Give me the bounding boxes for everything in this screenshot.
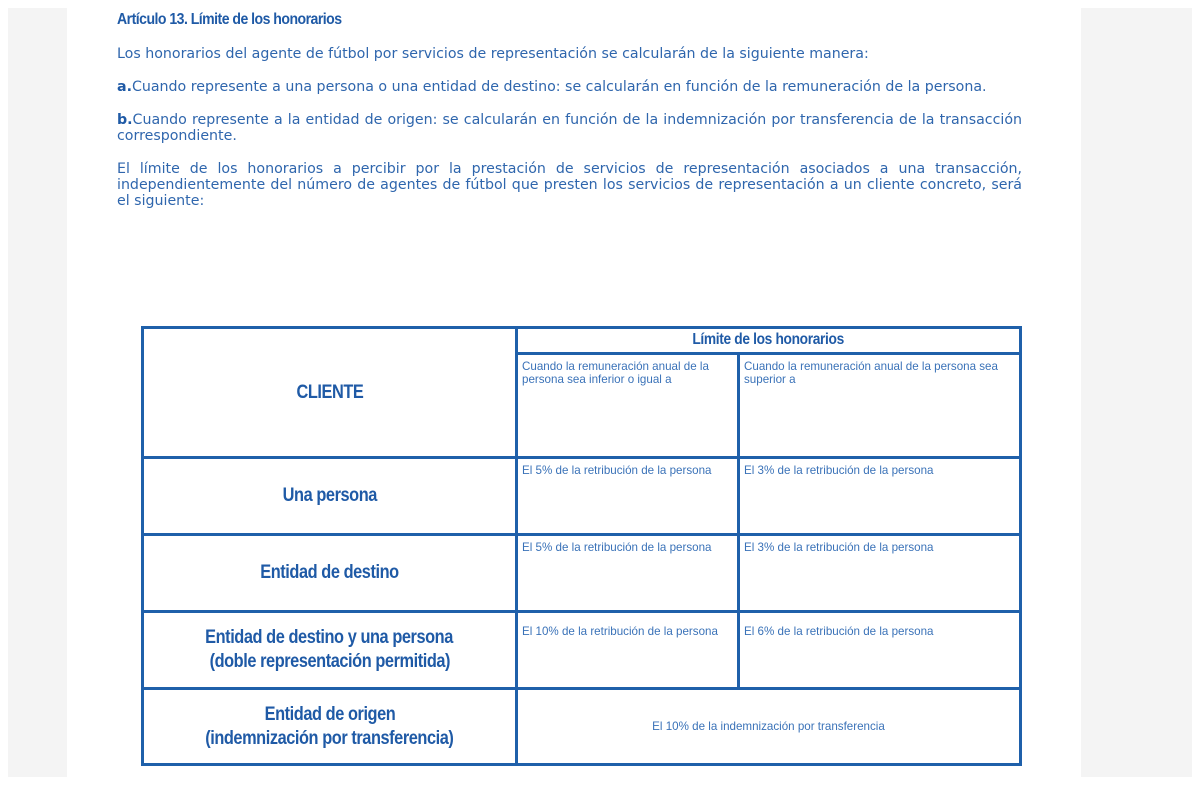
table-row	[143, 612, 1021, 689]
left-margin-panel	[8, 8, 67, 777]
table-row	[143, 689, 1021, 765]
intro-paragraph: Los honorarios del agente de fútbol por servicios de representación se calcularán de la siguiente manera:	[117, 46, 869, 62]
fee-low-cell: El 5% de la retribución de la persona	[517, 458, 739, 535]
item-a-text: Cuando represente a una persona o una entidad de destino: se calcularán en función de la remuneración de la persona.	[131, 79, 987, 95]
client-cell: Una persona	[143, 458, 517, 535]
client-cell: Entidad de destino	[143, 535, 517, 612]
table-row	[143, 458, 1021, 535]
fee-high-cell: El 3% de la retribución de la persona	[739, 535, 1021, 612]
fee-merged-cell: El 10% de la indemnización por transferencia	[517, 689, 1021, 765]
item-b-text: Cuando represente a la entidad de origen: se calcularán en función de la indemnización por transferencia de la transacción correspondiente.	[117, 112, 1022, 144]
subheader-high: Cuando la remuneración anual de la persona sea superior a	[739, 354, 1021, 458]
right-margin-panel	[1081, 8, 1192, 777]
table-row	[143, 535, 1021, 612]
article-title: Artículo 13. Límite de los honorarios	[117, 11, 342, 28]
fee-high-cell: El 6% de la retribución de la persona	[739, 612, 1021, 689]
table-header-row	[143, 328, 1021, 354]
item-a-marker: a.	[117, 79, 132, 95]
document-page	[117, 10, 1022, 226]
limit-header: Límite de los honorarios	[517, 328, 1021, 354]
client-cell: Entidad de destino y una persona (doble representación permitida)	[143, 612, 517, 689]
fee-limits-table	[141, 326, 1022, 766]
item-a-paragraph	[117, 79, 1022, 95]
fee-high-cell: El 3% de la retribución de la persona	[739, 458, 1021, 535]
limit-paragraph: El límite de los honorarios a percibir por la prestación de servicios de representación asociados a una transacción, independientemente del número de agentes de fútbol que presten los servicios de representación a un cliente concreto, será el siguiente:	[117, 161, 1022, 209]
client-cell: Entidad de origen (indemnización por transferencia)	[143, 689, 517, 765]
item-b-marker: b.	[117, 112, 133, 128]
fee-low-cell: El 10% de la retribución de la persona	[517, 612, 739, 689]
item-b-paragraph	[117, 112, 1022, 144]
client-header: CLIENTE	[143, 328, 517, 458]
fee-low-cell: El 5% de la retribución de la persona	[517, 535, 739, 612]
subheader-low: Cuando la remuneración anual de la persona sea inferior o igual a	[517, 354, 739, 458]
